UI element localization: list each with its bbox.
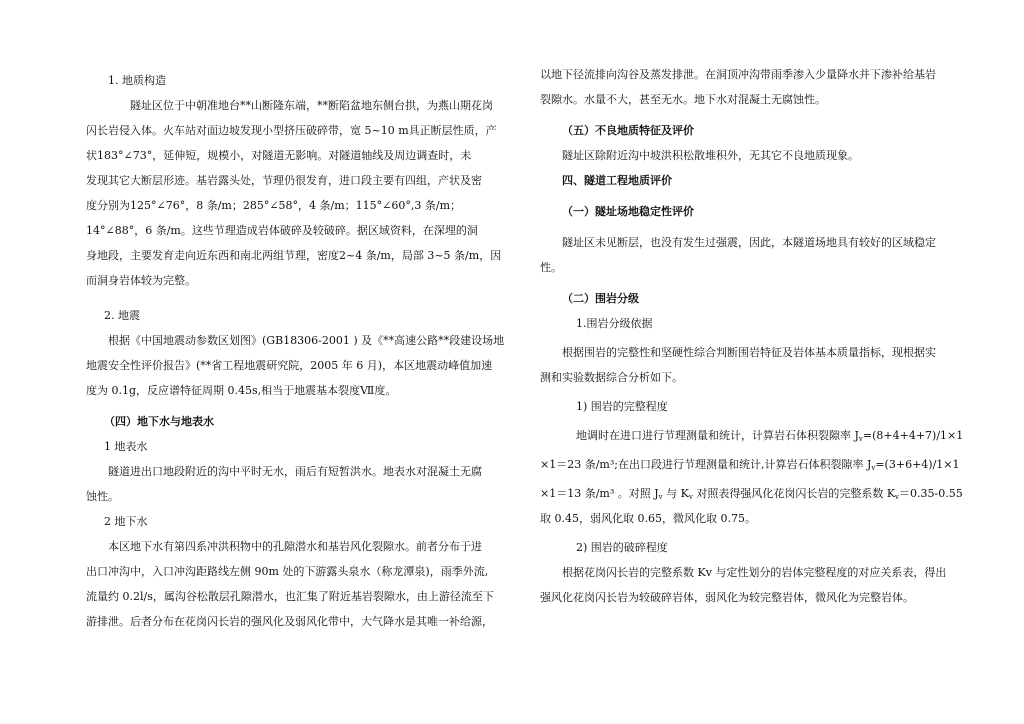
- paragraph-line: 裂隙水。水量不大，甚至无水。地下水对混凝土无腐蚀性。: [540, 93, 826, 106]
- paragraph-line: 14°∠88°，6 条/m。这些节理造成岩体破碎及较破碎。据区域资料，在深埋的洞: [86, 224, 478, 237]
- paragraph-line: 隧址区位于中朝准地台**山断隆东端，**断陷盆地东侧台拱，为燕山期花岗: [130, 99, 493, 112]
- paragraph-line: 隧址区除附近沟中坡洪积松散堆积外，无其它不良地质现象。: [562, 149, 859, 162]
- subheading-integrity: 1) 围岩的完整程度: [576, 400, 668, 413]
- paragraph-line: 流量约 0.2l/s，属沟谷松散层孔隙潜水，也汇集了附近基岩裂隙水，由上游径流至下: [86, 590, 494, 603]
- section-heading-rock-class: （二）围岩分级: [562, 292, 639, 305]
- left-column: [86, 0, 526, 634]
- paragraph-line: 闪长岩侵入体。火车站对面边坡发现小型挤压破碎带，宽 5~10 m具正断层性质，产: [86, 124, 497, 137]
- right-column: [540, 0, 980, 610]
- section-heading-adverse-geology: （五）不良地质特征及评价: [562, 124, 694, 137]
- section-heading-water: （四）地下水与地表水: [104, 415, 214, 428]
- paragraph-line: 发现其它大断层形迹。基岩露头处，节理仍很发育，进口段主要有四组，产状及密: [86, 174, 482, 187]
- section-heading-geology: 1. 地质构造: [108, 74, 166, 87]
- paragraph-line: ×1＝23 条/m³;在出口段进行节理测量和统计,计算岩石体积裂隙率 $J_v=(3+6+4)/1\times 1$: [540, 458, 960, 472]
- subheading-ground-water: 2 地下水: [104, 515, 148, 528]
- paragraph-line: 度为 0.1g，反应谱特征周期 0.45s,相当于地震基本裂度Ⅶ度。: [86, 384, 397, 397]
- paragraph-line: 身地段，主要发育走向近东西和南北两组节理，密度2~4 条/m，局部 3~5 条/m，因: [86, 249, 502, 262]
- subheading-fracture: 2) 围岩的破碎程度: [576, 541, 668, 554]
- paragraph-line: 游排泄。后者分布在花岗闪长岩的强风化及弱风化带中，大气降水是其唯一补给源，: [86, 615, 493, 628]
- paragraph-line: 强风化花岗闪长岩为较破碎岩体，弱风化为较完整岩体，微风化为完整岩体。: [540, 591, 914, 604]
- paragraph-line: 根据花岗闪长岩的完整系数 Kv 与定性划分的岩体完整程度的对应关系表，得出: [562, 566, 947, 579]
- paragraph-line: ×1＝13 条/m³ 。对照 $J_v$ 与 $K_v$ 对照表得强风化花岗闪长岩的完整系数 $K_v=0.35-0.55$: [540, 487, 963, 501]
- paragraph-line: 隧址区未见断层，也没有发生过强震，因此，本隧道场地具有较好的区域稳定: [562, 236, 936, 249]
- paragraph-line: 出口冲沟中，入口冲沟距路线左侧 90m 处的下游露头泉水（称龙潭泉)，雨季外流,: [86, 565, 489, 578]
- paragraph-line: 地震安全性评价报告》(**省工程地震研究院，2005 年 6 月)，本区地震动峰值加速: [86, 359, 493, 372]
- paragraph-line: 而洞身岩体较为完整。: [86, 274, 196, 287]
- paragraph-line: 取 0.45，弱风化取 0.65，微风化取 0.75。: [540, 512, 756, 525]
- subheading-class-basis: 1.围岩分级依据: [576, 317, 653, 330]
- section-heading-site-stability: （一）隧址场地稳定性评价: [562, 205, 694, 218]
- paragraph-line: 根据围岩的完整性和坚硬性综合判断围岩特征及岩体基本质量指标，现根据实: [562, 346, 936, 359]
- paragraph-line: 度分别为125°∠76°，8 条/m；285°∠58°，4 条/m；115°∠60°,3 条/m；: [86, 199, 462, 212]
- paragraph-line: 测和实验数据综合分析如下。: [540, 371, 683, 384]
- paragraph-line: 隧道进出口地段附近的沟中平时无水，雨后有短暂洪水。地表水对混凝土无腐: [108, 465, 482, 478]
- section-heading-engineering-evaluation: 四、隧道工程地质评价: [562, 174, 672, 187]
- paragraph-line: 状183°∠73°，延伸短，规模小，对隧道无影响。对隧道轴线及周边调查时，未: [86, 149, 472, 162]
- paragraph-line: 本区地下水有第四系冲洪积物中的孔隙潜水和基岩风化裂隙水。前者分布于进: [108, 540, 482, 553]
- section-heading-earthquake: 2. 地震: [104, 309, 140, 322]
- paragraph-line: 性。: [540, 261, 562, 274]
- paragraph-line: 地调时在进口进行节理测量和统计，计算岩石体积裂隙率 $J_v=(8+4+4+7)/1\times 1$: [576, 429, 964, 443]
- paragraph-line: 根据《中国地震动参数区划图》(GB18306-2001 ) 及《**高速公路**段建设场地: [108, 334, 505, 347]
- subheading-surface-water: 1 地表水: [104, 440, 148, 453]
- paragraph-line: 蚀性。: [86, 490, 119, 503]
- paragraph-line: 以地下径流排向沟谷及蒸发排泄。在洞顶冲沟带雨季渗入少量降水并下渗补给基岩: [540, 68, 936, 81]
